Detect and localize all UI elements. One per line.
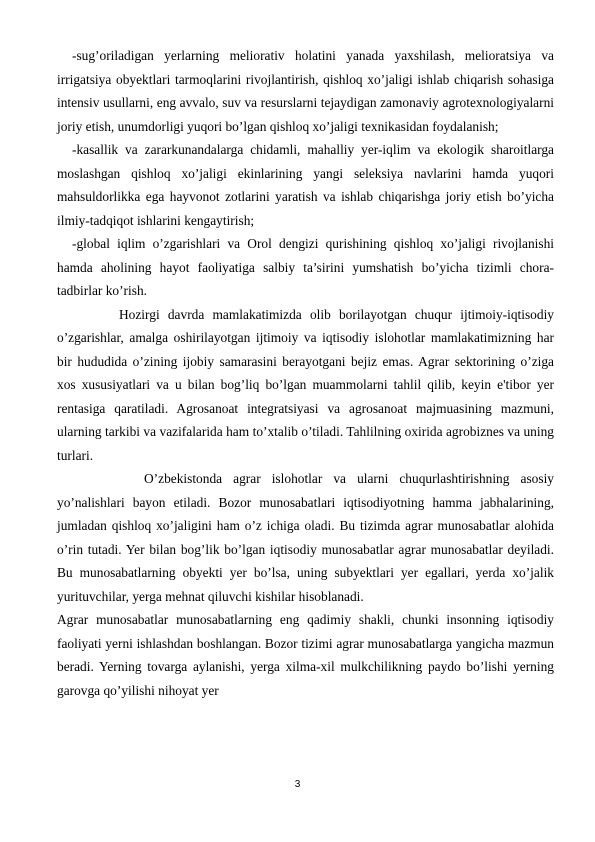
- paragraph-socioeconomic-reforms: Hozirgi davrda mamlakatimizda olib borilayotgan chuqur ijtimoiy-iqtisodiy o’zgarishlar, amalga oshirilayotgan ijtimoiy va iqtisodiy islohotlar mamlakatimizning har bir hududida o’zining ijobiy samarasini berayotgani bejiz emas. Agrar sektorining o’ziga xos xususiyatlari va u bilan bog’liq bo’lgan muammolarni tahlil qilib, keyin e'tibor yer rentasiga qaratiladi. Agrosanoat integratsiyasi va agrosanoat majmuasining mazmuni, ularning tarkibi va vazifalarida ham to’xtalib o’tiladi. Tahlilning oxirida agrobiznes va uning turlari.: [57, 306, 554, 463]
- paragraph-agrarian-relations: Agrar munosabatlar munosabatlarning eng qadimiy shakli, chunki insonning iqtisodiy faoliyati yerni ishlashdan boshlangan. Bozor tizimi agrar munosabatlarga yangicha mazmun beradi. Yerning tovarga aylanishi, yerga xilma-xil mulkchilikning paydo bo’lishi yerning garovga qo’yilishi nihoyat yer: [57, 612, 554, 698]
- paragraph-climate-aral: -global iqlim o’zgarishlari va Orol dengizi qurishining qishloq xo’jaligi rivojlanishi hamda aholining hayot faoliyatiga salbiy ta’sirini yumshatish bo’yicha tizimli chora-tadbirlar ko’rish.: [57, 236, 554, 298]
- paragraph-agrarian-reforms: O’zbekistonda agrar islohotlar va ularni chuqurlashtirishning asosiy yo’nalishlari bayon etiladi. Bozor munosabatlari iqtisodiyotning hamma jabhalarining, jumladan qishloq xo’jaligini ham o’z ichiga oladi. Bu tizimda agrar munosabatlar alohida o’rin tutadi. Yer bilan bog’lik bo’lgan iqtisodiy munosabatlar agrar munosabatlar deyiladi. Bu munosabatlarning obyekti yer bo’lsa, uning subyektlari yer egallari, yerda xo’jalik yurituvchilar, yerga mehnat qiluvchi kishilar hisoblanadi.: [57, 471, 554, 604]
- page-number: 3: [294, 779, 301, 790]
- document-page: [57, 44, 554, 702]
- paragraph-irrigation: -sug’oriladigan yerlarning meliorativ holatini yanada yaxshilash, melioratsiya va irrigatsiya obyektlari tarmoqlarini rivojlantirish, qishloq xo’jaligi ishlab chiqarish sohasiga intensiv usullarni, eng avvalo, suv va resurslarni tejaydigan zamonaviy agrotexnologiyalarni joriy etish, unumdorligi yuqori bo’lgan qishloq xo’jaligi texnikasidan foydalanish;: [57, 48, 554, 134]
- paragraph-crop-breeding: -kasallik va zararkunandalarga chidamli, mahalliy yer-iqlim va ekologik sharoitlarga moslashgan qishloq xo’jaligi ekinlarining yangi seleksiya navlarini hamda yuqori mahsuldorlikka ega hayvonot zotlarini yaratish va ishlab chiqarishga joriy etish bo’yicha ilmiy-tadqiqot ishlarini kengaytirish;: [57, 142, 554, 228]
